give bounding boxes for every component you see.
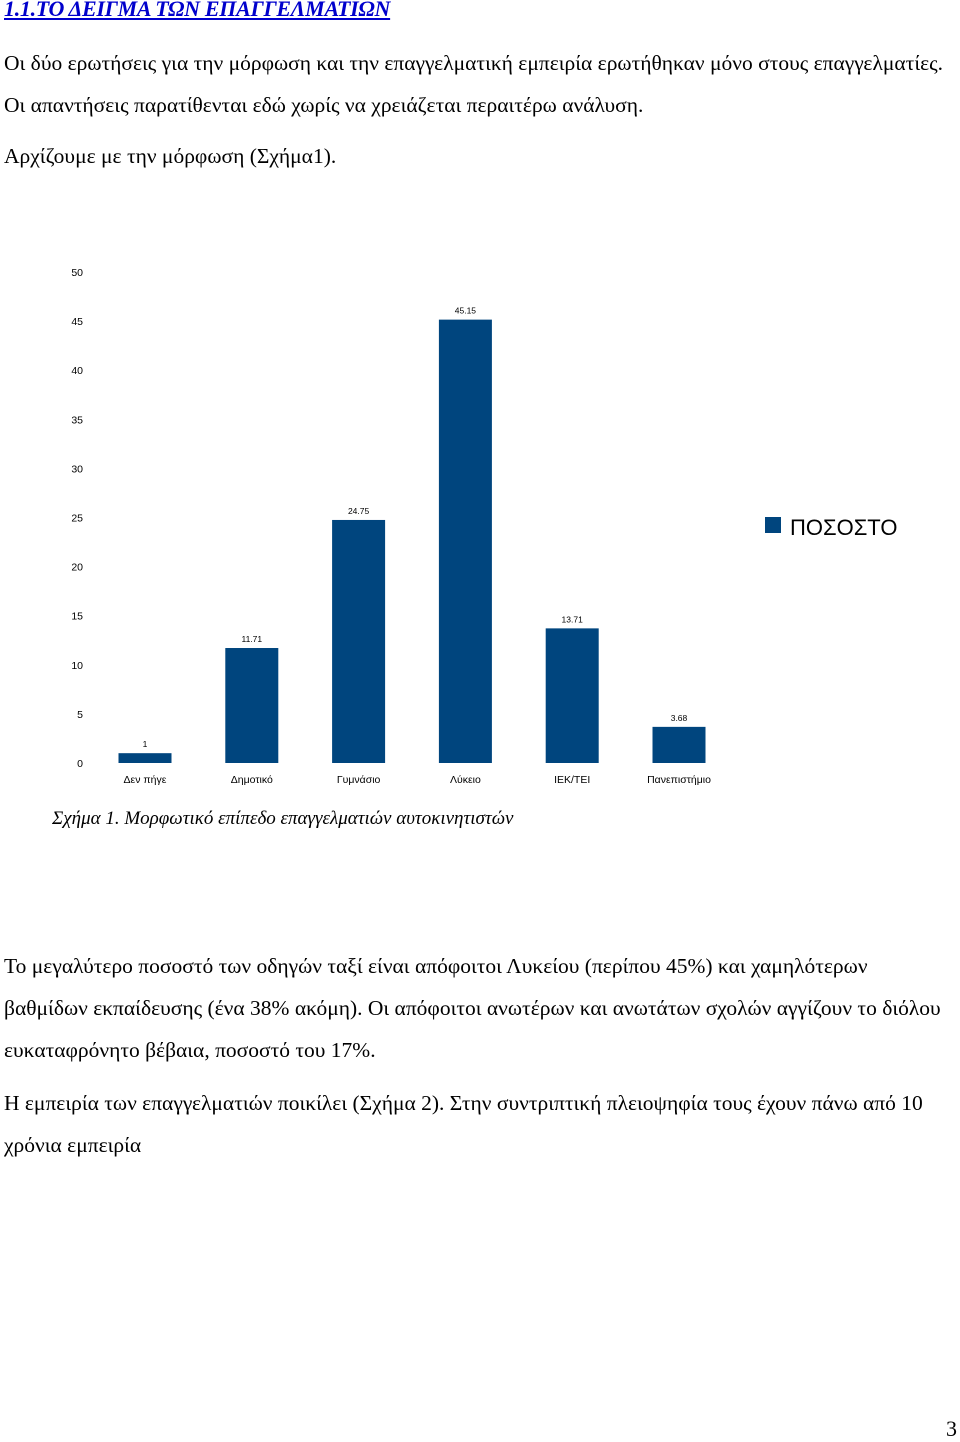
intro-paragraph: Οι δύο ερωτήσεις για την μόρφωση και την επαγγελματική εμπειρία ερωτήθηκαν μόνο στους επαγγελματίες. Οι απαντήσεις παρατίθενται εδώ χωρίς να χρειάζεται περαιτέρω ανάλυση. — [4, 51, 944, 117]
y-axis-ticks — [71, 267, 83, 770]
data-label: 45.15 — [454, 305, 477, 316]
bars — [119, 320, 706, 763]
y-tick-label: 5 — [77, 708, 83, 721]
bar — [119, 753, 172, 763]
y-tick-label: 25 — [71, 512, 83, 525]
data-label: 24.75 — [347, 505, 370, 516]
legend-swatch — [765, 517, 781, 533]
results-paragraph: Το μεγαλύτερο ποσοστό των οδηγών ταξί είναι απόφοιτοι Λυκείου (περίπου 45%) και χαμηλότερων βαθμίδων εκπαίδευσης (ένα 38% ακόμη). Οι απόφοιτοι ανωτέρων και ανωτάτων σχολών αγγίζουν το διόλου ευκαταφρόνητο βέβαια, ποσοστό του 17%. — [4, 954, 941, 1062]
data-label: 3.68 — [670, 712, 688, 723]
data-label: 13.71 — [561, 614, 583, 625]
data-labels — [143, 306, 688, 750]
category-label: Δεν πήγε — [123, 774, 167, 786]
category-label: Πανεπιστήμιο — [647, 774, 711, 786]
figure-intro-paragraph: Αρχίζουμε με την μόρφωση (Σχήμα1). — [4, 144, 337, 168]
y-tick-label: 45 — [71, 316, 83, 329]
y-tick-label: 10 — [71, 659, 83, 672]
y-tick-label: 30 — [71, 463, 83, 476]
figure-caption: Σχήμα 1. Μορφωτικό επίπεδο επαγγελματιών αυτοκινητιστών — [52, 808, 514, 829]
section-heading: 1.1.ΤΟ ΔΕΙΓΜΑ ΤΩΝ ΕΠΑΓΓΕΛΜΑΤΙΩΝ — [4, 0, 391, 21]
category-label: Γυμνάσιο — [336, 774, 381, 786]
category-label: Λύκειο — [449, 774, 481, 786]
y-tick-label: 35 — [71, 414, 83, 427]
y-tick-label: 15 — [71, 610, 83, 623]
data-label: 1 — [142, 739, 148, 750]
bar — [546, 628, 599, 763]
education-bar-chart — [0, 255, 960, 805]
bar — [332, 520, 385, 763]
category-label: ΙΕΚ/ΤΕΙ — [554, 774, 591, 786]
legend — [765, 515, 897, 540]
y-tick-label: 40 — [71, 365, 83, 378]
bar — [653, 727, 706, 763]
page-number: 3 — [946, 1416, 957, 1441]
category-labels — [124, 774, 712, 786]
legend-label: ΠΟΣΟΣΤΟ — [790, 515, 898, 540]
experience-paragraph: Η εμπειρία των επαγγελματιών ποικίλει (Σχήμα 2). Στην συντριπτική πλειοψηφία τους έχουν πάνω από 10 χρόνια εμπειρία — [4, 1091, 923, 1157]
data-label: 11.71 — [241, 634, 263, 645]
category-label: Δημοτικό — [230, 774, 273, 786]
y-tick-label: 0 — [77, 758, 83, 770]
bar — [439, 320, 492, 763]
y-tick-label: 20 — [71, 561, 83, 574]
bar — [225, 648, 278, 763]
y-tick-label: 50 — [71, 267, 83, 279]
